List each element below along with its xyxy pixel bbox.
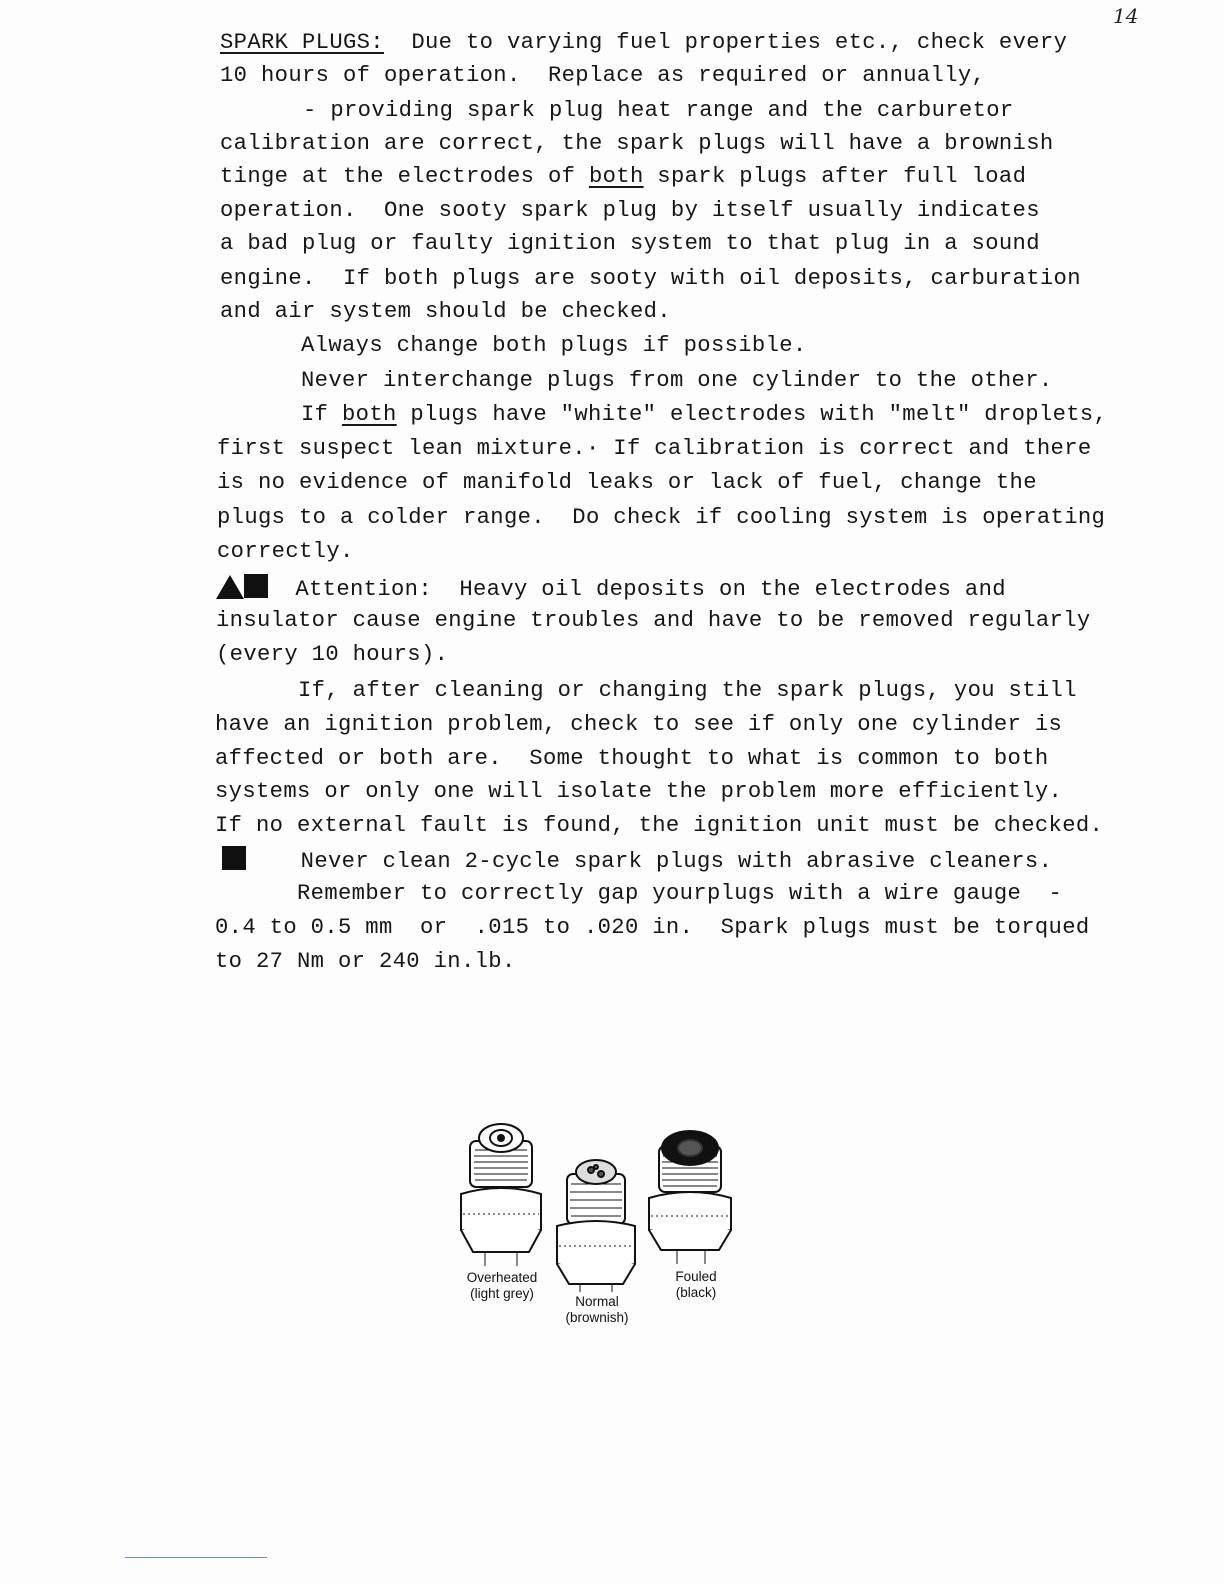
caption-fouled: Fouled (black)	[675, 1269, 717, 1300]
section-heading: SPARK PLUGS:	[220, 30, 384, 55]
text-line: Always change both plugs if possible.	[301, 333, 807, 358]
text-line: Never clean 2-cycle spark plugs with abrasive cleaners.	[222, 846, 1052, 875]
bottom-rule	[125, 1557, 267, 1558]
text-line: (every 10 hours).	[216, 642, 449, 667]
text-line: correctly.	[217, 539, 354, 564]
emphasis-both: both	[588, 164, 644, 189]
emphasis-both: both	[342, 402, 397, 427]
text-line: If, after cleaning or changing the spark plugs, you still	[298, 678, 1077, 703]
text-line: insulator cause engine troubles and have to be removed regularly	[216, 608, 1091, 633]
fouled-plug-drawing	[649, 1131, 731, 1264]
normal-plug-drawing	[557, 1160, 635, 1292]
caption-normal: Normal (brownish)	[565, 1294, 629, 1325]
text-line: a bad plug or faulty ignition system to that plug in a sound	[220, 231, 1040, 256]
text-line: SPARK PLUGS: Due to varying fuel properties etc., check every	[220, 30, 1068, 55]
caption-overheated: Overheated (light grey)	[466, 1270, 538, 1301]
text-line: Attention: Heavy oil deposits on the electrodes and	[216, 574, 1006, 603]
overheated-plug-drawing	[461, 1124, 541, 1266]
attention-square-icon	[244, 574, 268, 598]
text-line: affected or both are. Some thought to what is common to both	[215, 746, 1049, 771]
attention-square-icon	[222, 846, 246, 870]
text-line: 0.4 to 0.5 mm or .015 to .020 in. Spark plugs must be torqued	[215, 915, 1090, 940]
text-line: tinge at the electrodes of both spark plugs after full load	[220, 164, 1027, 189]
text-line: calibration are correct, the spark plugs will have a brownish	[220, 131, 1054, 156]
text-line: 10 hours of operation. Replace as required or annually,	[220, 63, 986, 88]
warning-triangle-icon	[216, 575, 244, 599]
text-line: systems or only one will isolate the problem more efficiently.	[215, 779, 1063, 804]
text-line: and air system should be checked.	[220, 299, 671, 324]
spark-plug-figure	[455, 1118, 755, 1338]
text-line: to 27 Nm or 240 in.lb.	[215, 949, 516, 974]
text-line: plugs to a colder range. Do check if cooling system is operating	[217, 505, 1106, 530]
text-line: engine. If both plugs are sooty with oil deposits, carburation	[220, 266, 1081, 291]
text-line: Never interchange plugs from one cylinder to the other.	[301, 368, 1053, 393]
text-line: - providing spark plug heat range and the carburetor	[303, 98, 1014, 123]
text-line: first suspect lean mixture.· If calibration is correct and there	[217, 436, 1092, 461]
text-line: Remember to correctly gap yourplugs with a wire gauge -	[297, 881, 1063, 906]
text-line: have an ignition problem, check to see if only one cylinder is	[215, 712, 1063, 737]
text-line: operation. One sooty spark plug by itself usually indicates	[220, 198, 1040, 223]
text-line: If both plugs have "white" electrodes with "melt" droplets,	[301, 402, 1108, 427]
text-line: If no external fault is found, the ignition unit must be checked.	[215, 813, 1104, 838]
page-number: 14	[1113, 4, 1139, 28]
text-line: is no evidence of manifold leaks or lack of fuel, change the	[217, 470, 1037, 495]
